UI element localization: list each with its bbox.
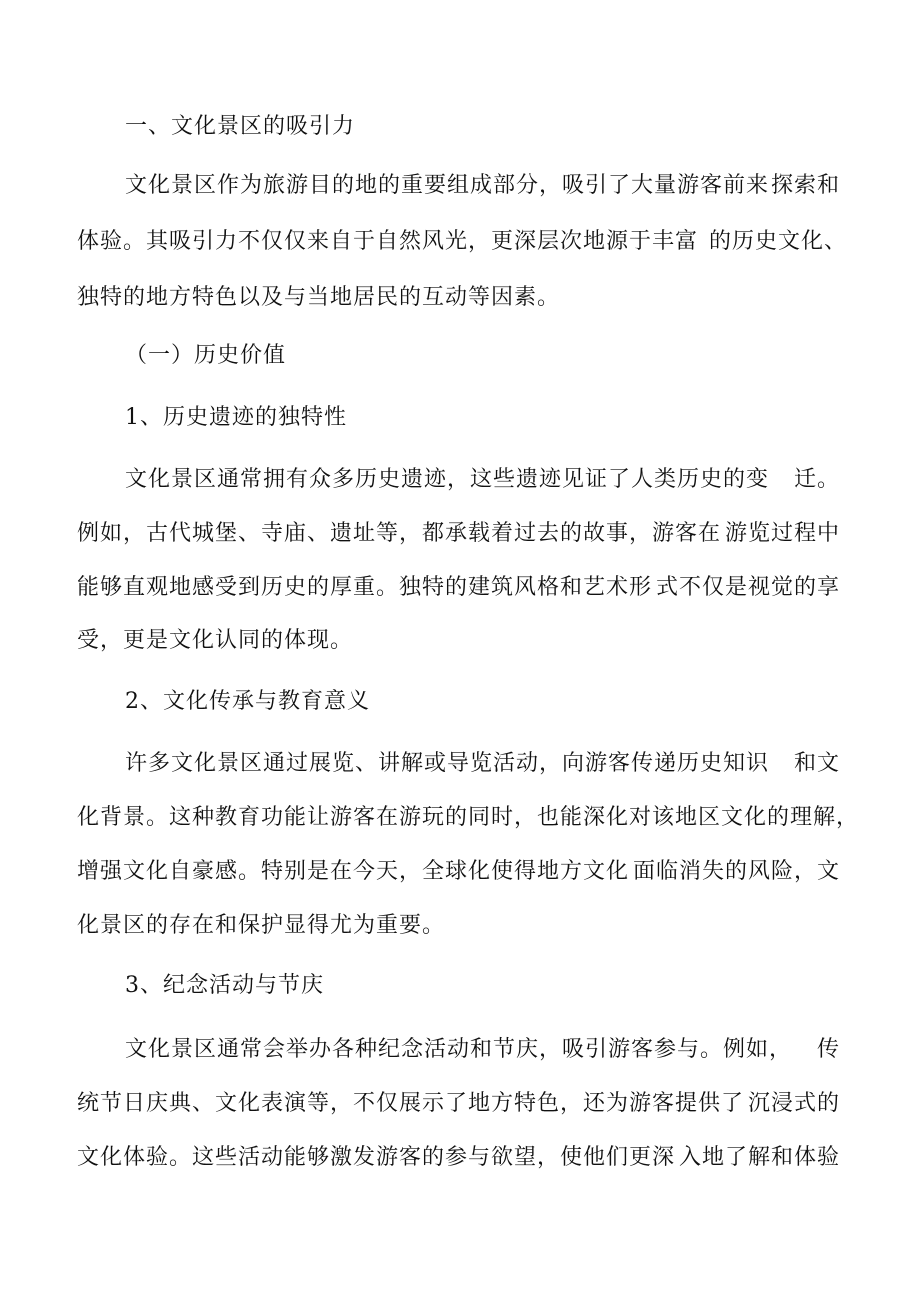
text-segment: 游览过程中 (724, 521, 840, 546)
text-segment: 文化景区通常会举办各种纪念活动和节庆，吸引游客参与。例如， (125, 1037, 793, 1062)
text-segment: 能够直观地感受到历史的厚重。独特的建筑风格和艺术形 (77, 575, 653, 600)
text-segment: 传 (816, 1037, 840, 1062)
paragraph-line (77, 520, 840, 548)
paragraph-line (77, 574, 840, 602)
paragraph-line: 独特的地方特色以及与当地居民的互动等因素。 (77, 285, 561, 310)
text-segment: 体验。其吸引力不仅仅来自于自然风光，更深层次地源于丰富 (77, 229, 699, 254)
text-segment: 面临消失的风险，文 (632, 859, 840, 884)
text-segment: 增强文化自豪感。特别是在今天，全球化使得地方文化 (77, 859, 630, 884)
paragraph-line (77, 858, 840, 886)
text-segment: 文化景区作为旅游目的地的重要组成部分，吸引了大量游客前来 (125, 173, 770, 198)
paragraph-line (77, 1144, 840, 1172)
paragraph-line (125, 1036, 840, 1064)
subsection-heading: （一）历史价值 (125, 343, 287, 368)
paragraph-line (125, 750, 840, 778)
text-segment: 沉浸式的 (747, 1091, 840, 1116)
paragraph-line: 受，更是文化认同的体现。 (77, 628, 354, 653)
text-segment: 文化体验。这些活动能够激发游客的参与欲望，使他们更深 (77, 1145, 676, 1170)
item-heading: 2、文化传承与教育意义 (125, 689, 370, 714)
paragraph-line (125, 466, 840, 494)
text-segment: 许多文化景区通过展览、讲解或导览活动，向游客传递历史知识 (125, 751, 770, 776)
text-segment: 和文 (793, 751, 840, 776)
paragraph-line (77, 804, 860, 832)
paragraph-line (77, 1090, 840, 1118)
text-segment: 式不仅是视觉的享 (655, 575, 840, 600)
text-segment: 的历史文化、 (708, 229, 847, 254)
item-heading: 3、纪念活动与节庆 (125, 973, 324, 998)
text-segment: 统节日庆典、文化表演等，不仅展示了地方特色，还为游客提供了 (77, 1091, 745, 1116)
section-heading: 一、文化景区的吸引力 (125, 114, 356, 139)
text-segment: 探索和 (770, 173, 840, 198)
text-segment: 化背景。这种教育功能让游客在游玩的同时，也能深化对该地区 (77, 805, 722, 830)
text-segment: 文化景区通常拥有众多历史遗迹，这些遗迹见证了人类历史的变 (125, 467, 770, 492)
paragraph-line (77, 228, 847, 256)
paragraph-line (125, 172, 840, 200)
text-segment: 文化的理解， (721, 805, 860, 830)
item-heading: 1、历史遗迹的独特性 (125, 405, 347, 430)
text-segment: 例如，古代城堡、寺庙、遗址等，都承载着过去的故事，游客在 (77, 521, 722, 546)
paragraph-line: 化景区的存在和保护显得尤为重要。 (77, 913, 446, 938)
text-segment: 迁。 (793, 467, 840, 492)
text-segment: 入地了解和体验 (678, 1145, 840, 1170)
